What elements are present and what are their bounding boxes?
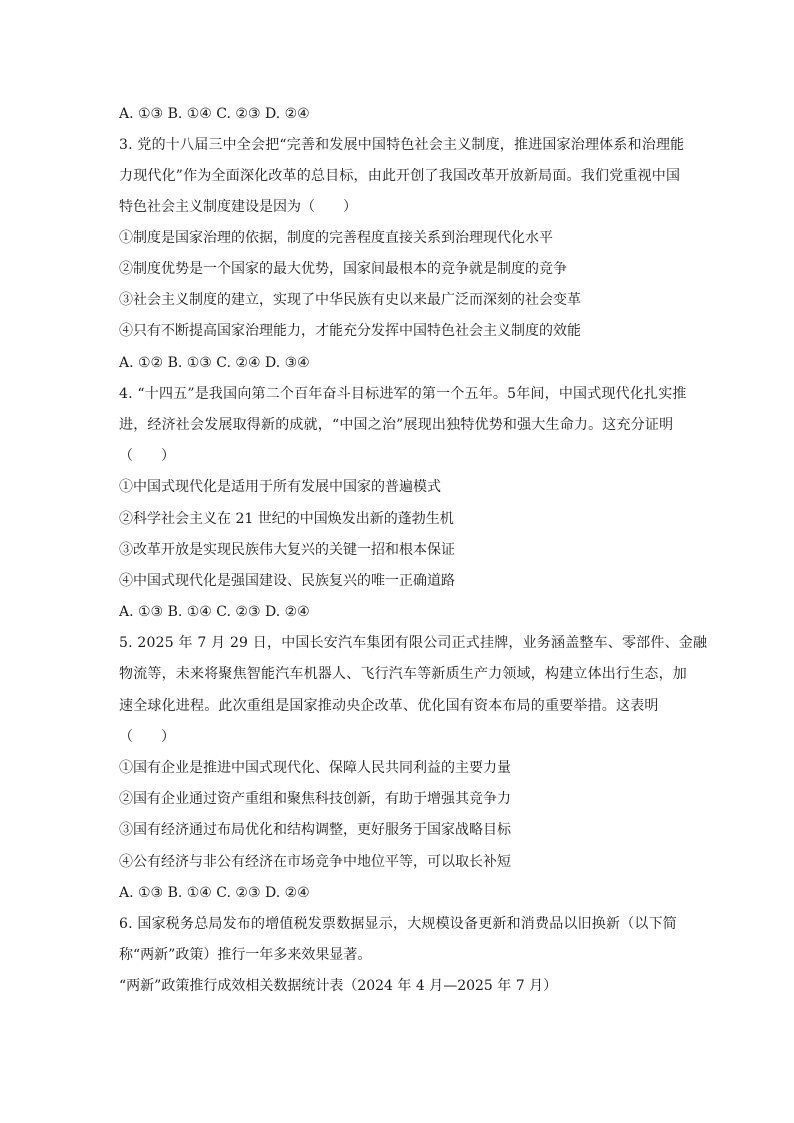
q6-stem-line-1: 6. 国家税务总局发布的增值税发票数据显示，大规模设备更新和消费品以旧换新（以下简	[119, 916, 678, 932]
q2-options: A. ①③ B. ①④ C. ②③ D. ②④	[119, 106, 310, 122]
q4-stem-line-2: 进，经济社会发展取得新的成就，“中国之治”展现出独特优势和强大生命力。这充分证明	[119, 417, 674, 433]
q5-statement-1: ①国有企业是推进中国式现代化、保障人民共同利益的主要力量	[119, 760, 511, 776]
q4-statement-4: ④中国式现代化是强国建设、民族复兴的唯一正确道路	[119, 573, 455, 589]
q5-statement-4: ④公有经济与非公有经济在市场竞争中地位平等，可以取长补短	[119, 854, 511, 870]
q4-statement-2: ②科学社会主义在 21 世纪的中国焕发出新的蓬勃生机	[119, 511, 454, 527]
q4-statement-3: ③改革开放是实现民族伟大复兴的关键一招和根本保证	[119, 542, 455, 558]
q3-statement-1: ①制度是国家治理的依据，制度的完善程度直接关系到治理现代化水平	[119, 230, 553, 246]
q4-stem-line-1: 4. “十四五”是我国向第二个百年奋斗目标进军的第一个五年。5年间，中国式现代化扎实推	[119, 386, 687, 402]
q4-answer-blank: （ ）	[119, 448, 175, 464]
q3-statement-2: ②制度优势是一个国家的最大优势，国家间最根本的竞争就是制度的竞争	[119, 261, 567, 277]
q5-answer-blank: （ ）	[119, 729, 175, 745]
q5-options: A. ①③ B. ①④ C. ②③ D. ②④	[119, 885, 310, 901]
q3-stem-line-3: 特色社会主义制度建设是因为（ ）	[119, 199, 357, 215]
q3-stem-line-2: 力现代化”作为全面深化改革的总目标，由此开创了我国改革开放新局面。我们党重视中国	[119, 168, 681, 184]
q5-stem-line-1: 5. 2025 年 7 月 29 日，中国长安汽车集团有限公司正式挂牌，业务涵盖整车、零部件、金融	[119, 635, 708, 651]
q3-statement-3: ③社会主义制度的建立，实现了中华民族有史以来最广泛而深刻的社会变革	[119, 292, 581, 308]
q3-options: A. ①② B. ①③ C. ②④ D. ③④	[119, 355, 310, 371]
q4-options: A. ①③ B. ①④ C. ②③ D. ②④	[119, 604, 310, 620]
q6-table-caption: “两新”政策推行成效相关数据统计表（2024 年 4 月—2025 年 7 月）	[119, 978, 558, 994]
q6-stem-line-2: 称“两新”政策）推行一年多来效果显著。	[119, 947, 372, 963]
q5-stem-line-3: 速全球化进程。此次重组是国家推动央企改革、优化国有资本布局的重要举措。这表明	[119, 698, 659, 714]
q4-statement-1: ①中国式现代化是适用于所有发展中国家的普遍模式	[119, 479, 441, 495]
q5-statement-2: ②国有企业通过资产重组和聚焦科技创新，有助于增强其竞争力	[119, 791, 511, 807]
q3-statement-4: ④只有不断提高国家治理能力，才能充分发挥中国特色社会主义制度的效能	[119, 323, 581, 339]
q5-statement-3: ③国有经济通过布局优化和结构调整，更好服务于国家战略目标	[119, 822, 511, 838]
q3-stem-line-1: 3. 党的十八届三中全会把“完善和发展中国特色社会主义制度，推进国家治理体系和治理能	[119, 137, 685, 153]
q5-stem-line-2: 物流等，未来将聚焦智能汽车机器人、飞行汽车等新质生产力领域，构建立体出行生态，加	[119, 666, 687, 682]
